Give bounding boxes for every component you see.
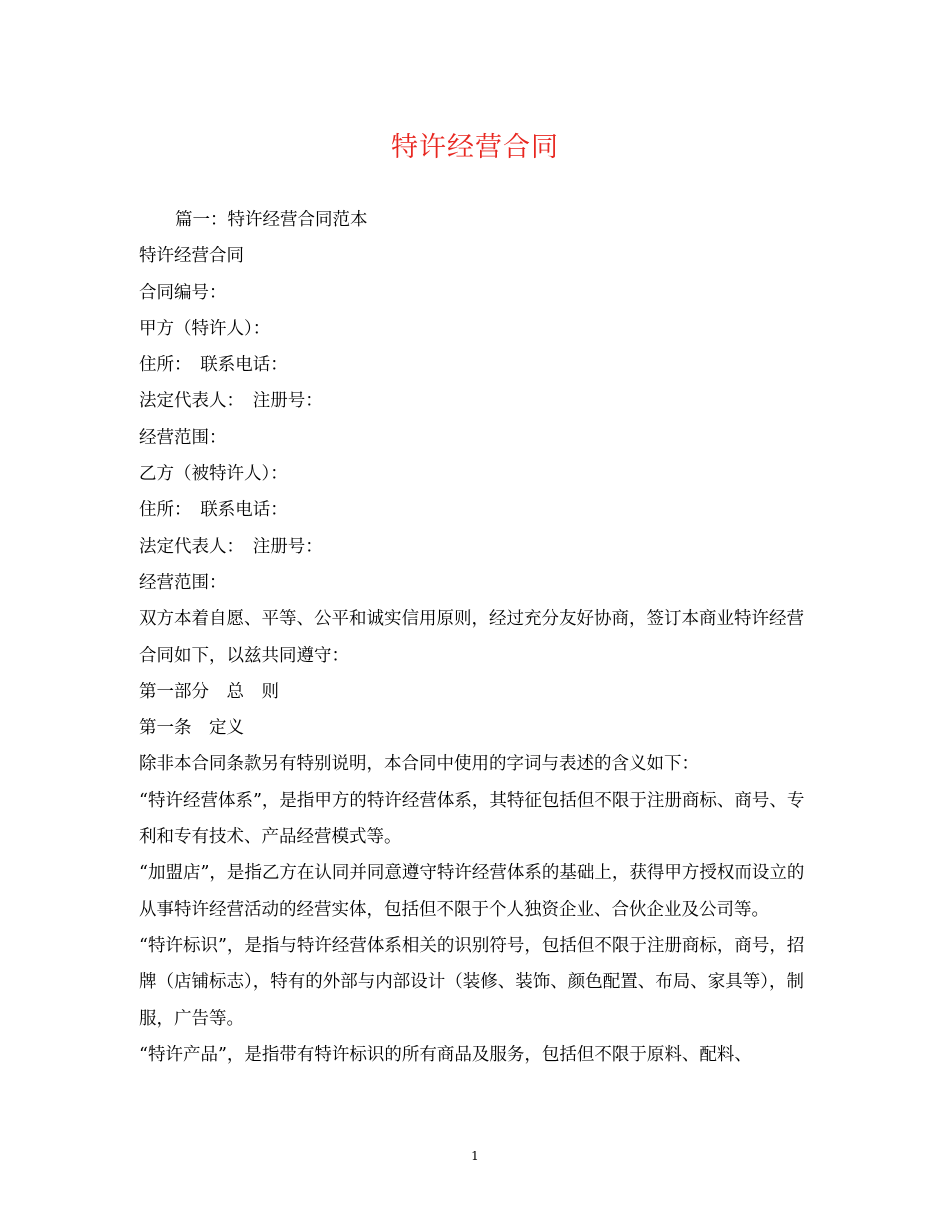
contract-number-field: 合同编号： [139, 282, 227, 303]
party-a-address-phone: 住所： 联系电话： [139, 355, 288, 376]
definitions-intro: 除非本合同条款另有特别说明，本合同中使用的字词与表述的含义如下： [139, 754, 699, 775]
article-one-heading: 第一条 定义 [139, 718, 244, 739]
contract-name: 特许经营合同 [139, 246, 244, 267]
part-one-heading: 第一部分 总 则 [139, 681, 279, 702]
party-a-business-scope: 经营范围： [139, 427, 227, 448]
section-heading: 篇一：特许经营合同范本 [175, 210, 368, 230]
page-number: 1 [471, 1149, 479, 1163]
party-a-representative-registration: 法定代表人： 注册号： [139, 391, 323, 412]
party-b-address-phone: 住所： 联系电话： [139, 500, 288, 521]
definition-franchise-system: “特许经营体系”，是指甲方的特许经营体系，其特征包括但不限于注册商标、商号、专利和专有技术、产品经营模式等。 [139, 790, 805, 848]
definition-franchise-store: “加盟店”，是指乙方在认同并同意遵守特许经营体系的基础上，获得甲方授权而设立的从事特许经营活动的经营实体，包括但不限于个人独资企业、合伙企业及公司等。 [139, 863, 805, 920]
document-title: 特许经营合同 [391, 132, 559, 163]
party-b-label: 乙方（被特许人）： [139, 464, 288, 485]
party-b-business-scope: 经营范围： [139, 572, 227, 593]
party-a-label: 甲方（特许人）： [139, 318, 271, 339]
document-body [139, 202, 819, 1073]
definition-franchise-marks: “特许标识”，是指与特许经营体系相关的识别符号，包括但不限于注册商标，商号，招牌（店铺标志），特有的外部与内部设计（装修、装饰、颜色配置、布局、家具等），制服，广告等。 [139, 935, 805, 1029]
definition-franchise-products: “特许产品”，是指带有特许标识的所有商品及服务，包括但不限于原料、配料、 [139, 1044, 752, 1065]
preamble-paragraph: 双方本着自愿、平等、公平和诚实信用原则，经过充分友好协商，签订本商业特许经营合同如下，以兹共同遵守： [139, 609, 804, 666]
party-b-representative-registration: 法定代表人： 注册号： [139, 536, 323, 557]
